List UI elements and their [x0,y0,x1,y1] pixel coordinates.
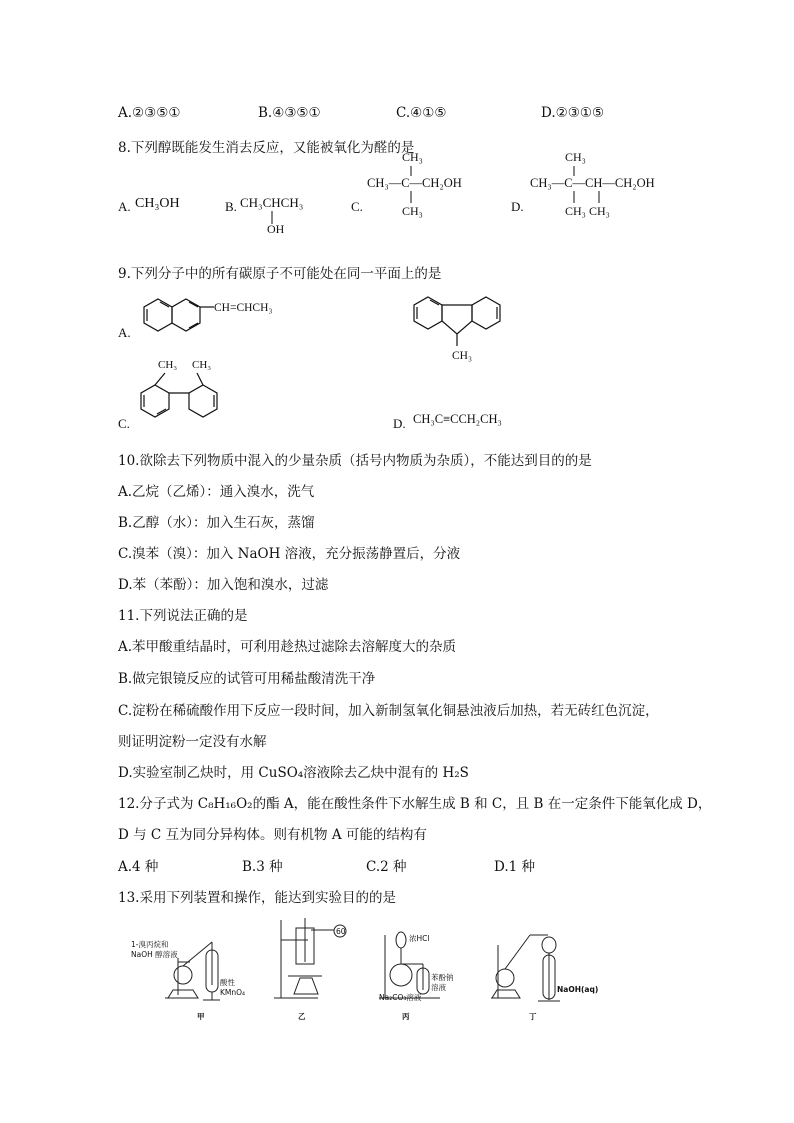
q7-option-d: D.②③①⑤ [541,105,605,121]
q8-d-mid: CH₃—C—CH—CH₂OH [530,176,655,190]
jia-label-2: NaOH 醇溶液 [131,950,178,959]
q9-stem: 9.下列分子中的所有碳原子不可能处在同一平面上的是 [118,266,442,282]
jia-label-3: 酸性 [220,978,235,987]
q8-c-mid: CH₃—C—CH₂OH [367,176,462,190]
q8-c-top: CH₃ [402,150,423,164]
q11-option-c-cont: 则证明淀粉一定没有水解 [118,734,267,750]
caption-yi: 乙 [298,1012,306,1021]
bing-acid-label: 浓HCl [409,934,430,943]
q12-option-c: C.2 种 [366,859,407,875]
q8-b-oh: OH [267,222,285,236]
q10-option-a: A.乙烷（乙烯）：通入溴水，洗气 [118,484,315,500]
ding-reagent-label: NaOH(aq) [557,985,599,994]
caption-bing: 丙 [402,1012,410,1021]
q11-option-a: A.苯甲酸重结晶时，可利用趁热过滤除去溶解度大的杂质 [118,639,457,655]
q8-d-top: CH₃ [565,150,586,164]
q8-c-bottom: CH₃ [402,204,423,218]
q10-option-d: D.苯（苯酚）：加入饱和溴水，过滤 [118,577,329,593]
q10-stem: 10.欲除去下列物质中混入的少量杂质（括号内物质为杂质），不能达到目的的是 [118,453,592,469]
q9-d-formula: CH₃C≡CCH₂CH₃ [413,412,502,426]
q8-a-letter: A. [118,199,131,214]
q11-option-c: C.淀粉在稀硫酸作用下反应一段时间，加入新制氢氧化铜悬浊液后加热，若无砖红色沉淀， [118,703,659,719]
q9-a-group: CH=CHCH₃ [214,302,273,314]
q11-option-b: B.做完银镜反应的试管可用稀盐酸清洗干净 [118,671,376,687]
q10-option-c: C.溴苯（溴）：加入 NaOH 溶液，充分振荡静置后，分液 [118,546,461,562]
q8-c-letter: C. [351,199,363,214]
q8-stem: 8.下列醇既能发生消去反应，又能被氧化为醛的是 [118,140,415,156]
q8-a-formula: CH₃OH [135,196,180,211]
q11-stem: 11.下列说法正确的是 [118,608,248,624]
yi-thermo-label: 60 [336,927,346,936]
q8-d-bottom-left: CH₃ [565,204,586,218]
q9-c-methyl-1: CH₃ [158,359,178,371]
q12-option-d: D.1 种 [494,859,536,875]
caption-jia: 甲 [197,1012,205,1021]
q8-d-letter: D. [511,199,524,214]
caption-ding: 丁 [529,1012,537,1021]
q12-line-2: D 与 C 互为同分异构体。则有机物 A 可能的结构有 [118,827,427,843]
q9-a-letter: A. [118,325,131,340]
q12-option-a: A.4 种 [118,859,159,875]
q8-b-main: CH₃CHCH₃ [240,195,304,210]
q9-c-letter: C. [118,416,130,431]
q8-d-bottom-right: CH₃ [589,204,610,218]
jia-label-1: 1-溴丙烷和 [131,940,169,949]
bing-salt-label: Na₂CO₃溶液 [379,993,422,1002]
q12-option-b: B.3 种 [242,859,283,875]
q11-option-d: D.实验室制乙炔时，用 CuSO₄溶液除去乙炔中混有的 H₂S [118,765,469,781]
q8-b-letter: B. [225,199,237,214]
apparatus-ding [491,935,560,1001]
q9-c-methyl-2: CH₃ [192,359,212,371]
q7-option-a: A.②③⑤① [118,105,181,121]
q7-option-b: B.④③⑤① [258,105,321,121]
jia-label-4: KMnO₄ [220,988,246,997]
bing-phenol-label-1: 苯酚钠 [431,973,454,982]
q9-b-methyl: CH₃ [452,350,472,362]
q12-line-1: 12.分子式为 C₈H₁₆O₂的酯 A，能在酸性条件下水解生成 B 和 C，且 B 在一定条件下能氧化成 D， [118,796,712,812]
q13-stem: 13.采用下列装置和操作，能达到实验目的的是 [118,890,396,906]
bing-phenol-label-2: 溶液 [431,983,446,992]
q7-option-c: C.④①⑤ [396,105,447,121]
q10-option-b: B.乙醇（水）：加入生石灰，蒸馏 [118,515,315,531]
q9-d-letter: D. [393,416,406,431]
